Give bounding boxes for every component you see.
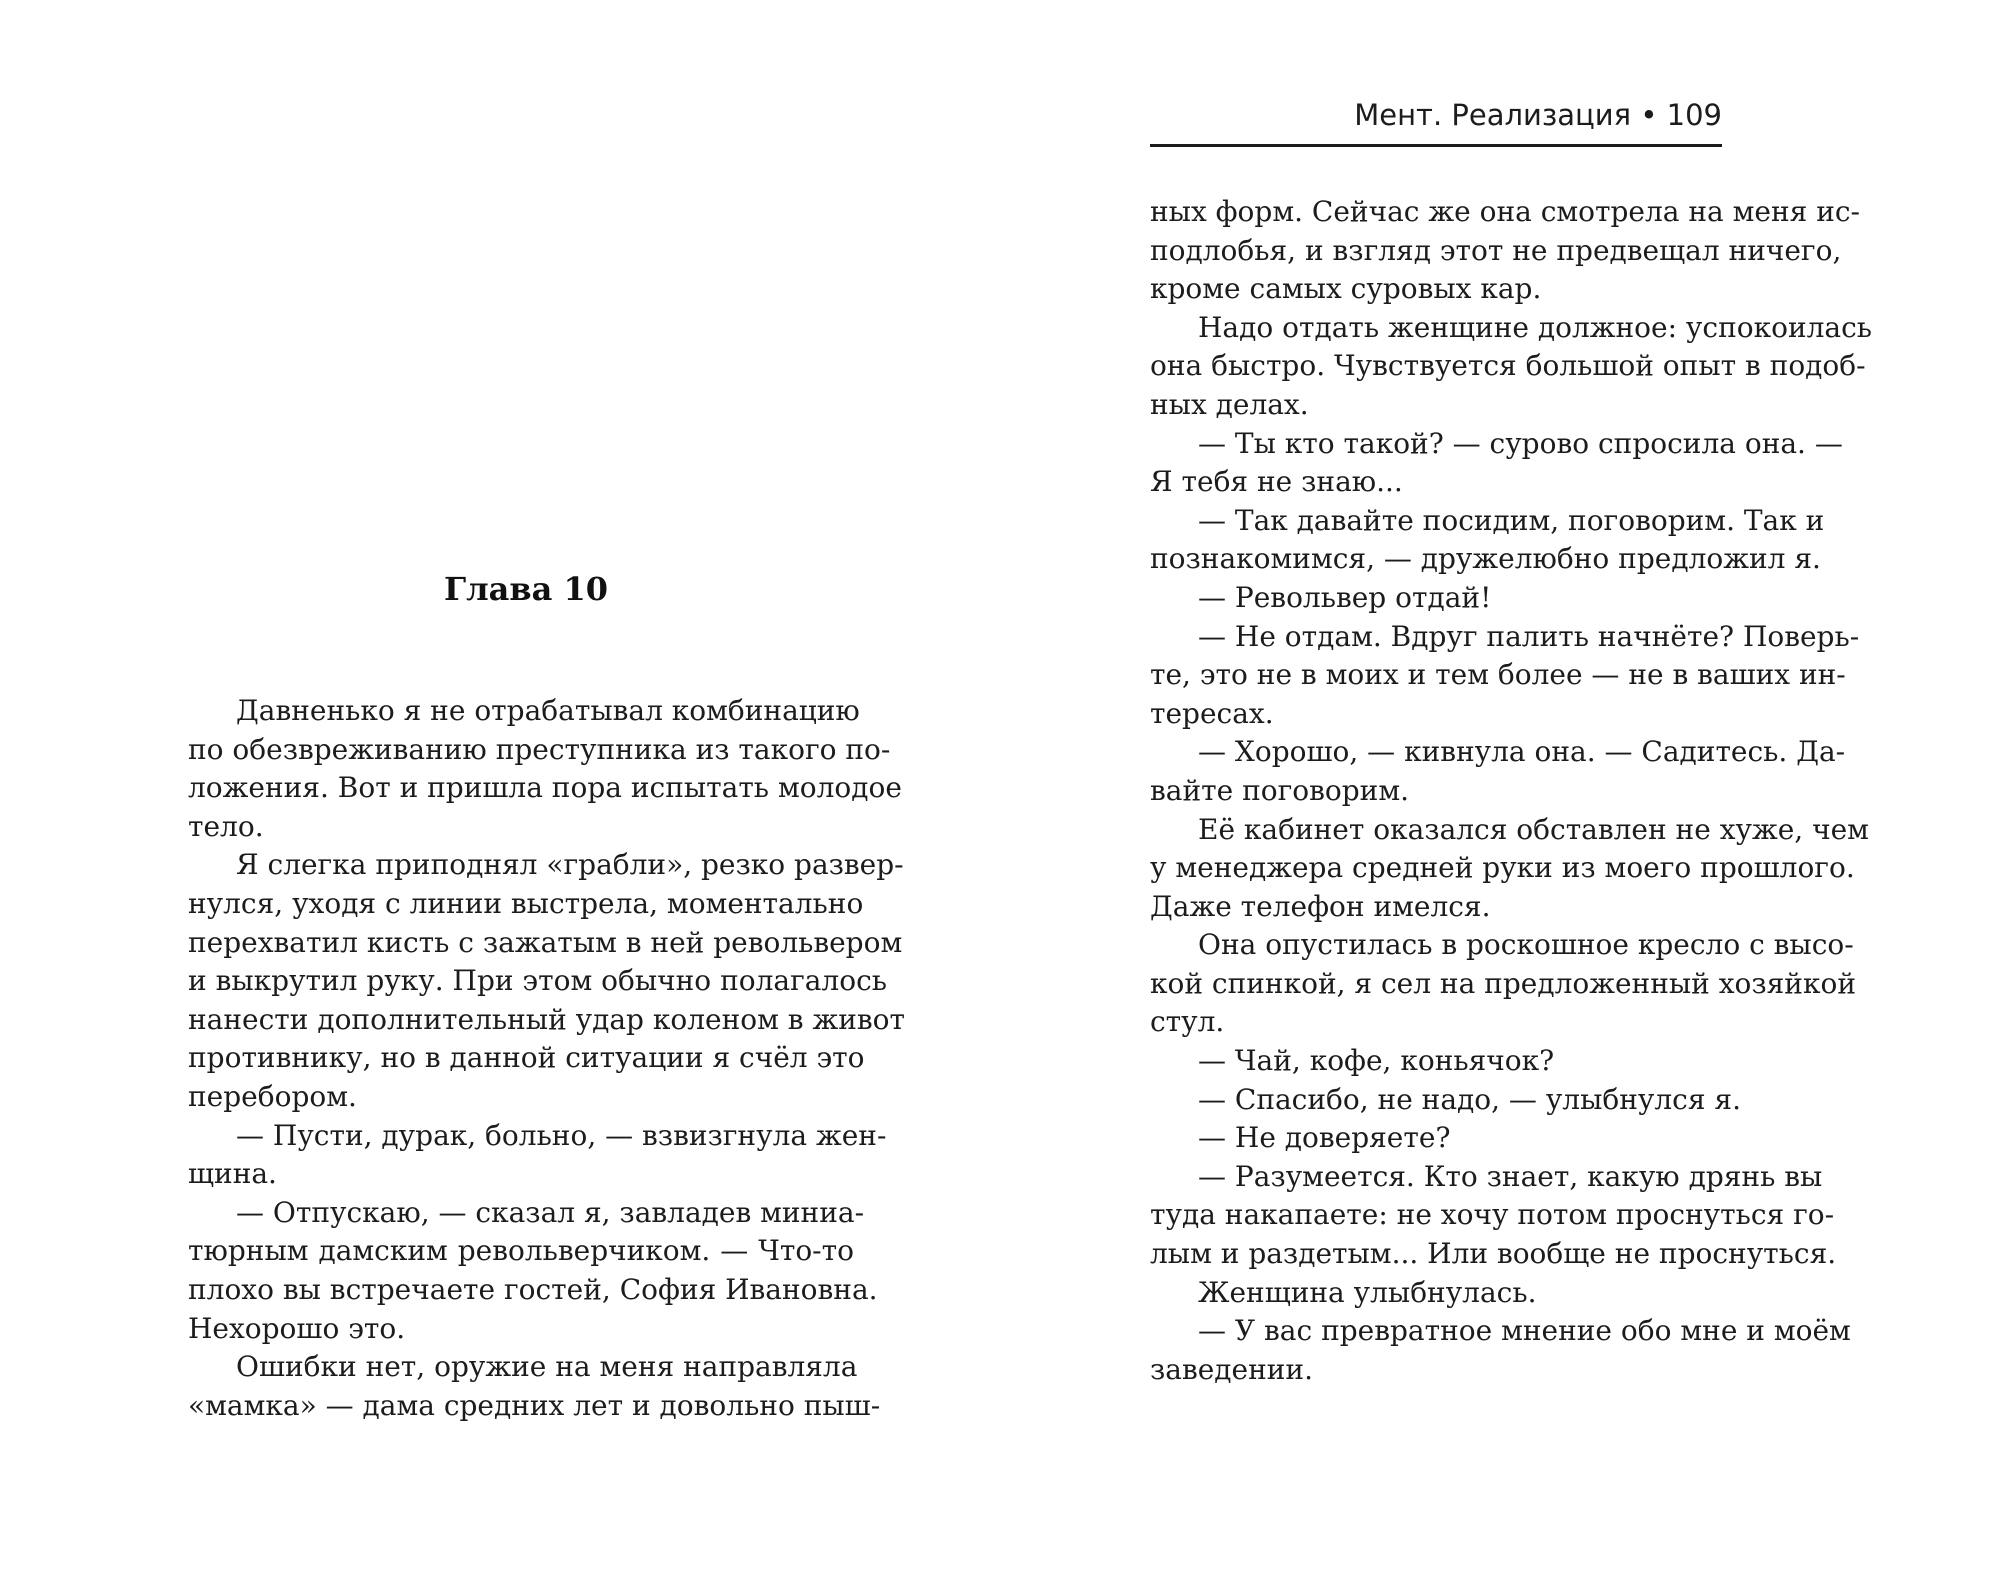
page-number: 109 [1666,98,1722,132]
text-line: подлобья, и взгляд этот не предвещал ничего, [1150,233,1842,267]
text-line: лым и раздетым... Или вообще не проснуться. [1150,1237,1837,1271]
text-line: — Пусти, дурак, больно, — взвизгнула жен- [236,1118,887,1152]
text-line: ных форм. Сейчас же она смотрела на меня ис- [1150,195,1861,228]
text-line: нанести дополнительный удар коленом в живот [188,1002,905,1036]
text-line: — Не доверяете? [1198,1121,1451,1155]
text-line: туда накапаете: не хочу потом проснуться го- [1150,1198,1835,1232]
chapter-title: Глава 10 [443,570,609,608]
text-line: заведении. [1150,1352,1313,1386]
text-line: «мамка» — дама средних лет и довольно пыш- [188,1388,881,1422]
text-line: у менеджера средней руки из моего прошлого. [1150,851,1855,885]
text-line: и выкрутил руку. При этом обычно полагалось [188,964,888,998]
header-rule [1150,144,1722,147]
text-line: — Чай, кофе, коньячок? [1198,1044,1555,1078]
text-line: тересах. [1150,696,1274,730]
text-line: Она опустилась в роскошное кресло с высо- [1198,928,1854,962]
text-line: те, это не в моих и тем более — не в ваших ин- [1150,658,1846,692]
right-page [1000,0,2000,1576]
text-line: — Хорошо, — кивнула она. — Садитесь. Да- [1198,735,1846,769]
text-line: познакомимся, — дружелюбно предложил я. [1150,542,1821,576]
text-line: — Так давайте посидим, поговорим. Так и [1198,503,1825,537]
text-line: ных делах. [1150,387,1309,421]
header-separator: • [1640,98,1658,132]
text-line: перебором. [188,1079,357,1113]
text-line: — Разумеется. Кто знает, какую дрянь вы [1198,1159,1823,1193]
text-line: по обезвреживанию преступника из такого по- [188,732,891,766]
book-title: Мент. Реализация [1354,98,1632,132]
running-header [1150,98,1722,132]
text-line: Даже телефон имелся. [1150,889,1491,923]
text-line: щина. [188,1157,277,1191]
text-line: Надо отдать женщине должное: успокоилась [1198,310,1873,344]
text-line: перехватил кисть с зажатым в ней револьвером [188,925,903,959]
text-line: Нехорошо это. [188,1311,406,1345]
text-line: Её кабинет оказался обставлен не хуже, чем [1198,812,1869,846]
left-page-text [188,692,905,1425]
text-line: противнику, но в данной ситуации я счёл это [188,1041,865,1075]
text-line: Ошибки нет, оружие на меня направляла [236,1350,858,1384]
text-line: Давненько я не отрабатывал комбинацию [236,694,860,727]
right-page-text [1150,193,1873,1389]
text-line: — У вас превратное мнение обо мне и моём [1198,1314,1851,1348]
text-line: — Револьвер отдай! [1198,580,1492,614]
text-line: тело. [188,809,264,843]
text-line: Я тебя не знаю... [1150,465,1403,499]
text-line: плохо вы встречаете гостей, София Ивановна. [188,1272,878,1306]
text-line: кой спинкой, я сел на предложенный хозяйкой [1150,966,1856,1000]
text-line: — Ты кто такой? — сурово спросила она. — [1198,426,1843,460]
text-line: стул. [1150,1005,1225,1039]
text-line: нулся, уходя с линии выстрела, моментально [188,886,864,920]
text-line: — Отпускаю, — сказал я, завладев миниа- [236,1195,865,1229]
text-line: тюрным дамским револьверчиком. — Что-то [188,1234,854,1268]
text-line: вайте поговорим. [1150,773,1410,807]
text-line: ложения. Вот и пришла пора испытать молодое [188,771,902,805]
text-line: — Спасибо, не надо, — улыбнулся я. [1198,1082,1741,1116]
text-line: — Не отдам. Вдруг палить начнёте? Поверь- [1198,619,1860,653]
text-line: Я слегка приподнял «грабли», резко развер- [236,848,904,882]
text-line: Женщина улыбнулась. [1198,1275,1537,1309]
text-line: она быстро. Чувствуется большой опыт в подоб- [1150,349,1866,383]
text-line: кроме самых суровых кар. [1150,272,1542,306]
